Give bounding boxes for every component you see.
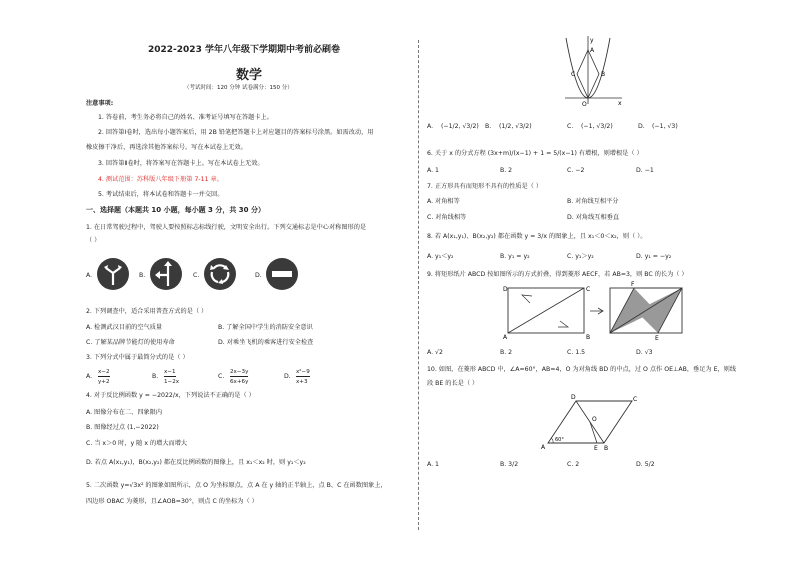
- q6-option-b: B. 2: [500, 167, 513, 174]
- exam-info: （考试时间：120 分钟 试卷满分：150 分）: [184, 85, 293, 91]
- fig-label-o: O: [582, 101, 587, 108]
- q2-option-d: D. 对乘坐飞机的乘客进行安全检查: [218, 339, 314, 346]
- question-10-line2: 段 BE 的长是（ ）: [427, 380, 479, 387]
- q4-option-a: A. 图像分布在二、四象限内: [86, 409, 163, 416]
- straight-or-left-sign-icon: [149, 257, 183, 291]
- question-4: 4. 对于反比例函数 y = −2022/x，下列说法不正确的是（ ）: [86, 392, 255, 399]
- q10-option-a: A. 1: [427, 461, 439, 468]
- q8-option-d: D. y₁ = −y₂: [636, 253, 672, 260]
- q3-option-d-numerator: x²−9: [296, 369, 310, 375]
- note-3: 3. 回答第Ⅱ卷时，将答案写在答题卡上。写在本试卷上无效。: [98, 160, 264, 167]
- q3-option-b-label: B.: [152, 373, 159, 380]
- question-1-blank: （ ）: [86, 237, 101, 244]
- q3-option-d-denominator: x+3: [296, 379, 308, 385]
- subject-title: 数学: [236, 68, 263, 83]
- folding-figure: [500, 283, 700, 341]
- fold-label-f: F: [631, 281, 635, 288]
- no-entry-sign-icon: [265, 257, 299, 291]
- q1-option-d-label: D.: [255, 272, 262, 279]
- question-5-line1: 5. 二次函数 y=√3x² 的图象如图所示，点 O 为坐标原点，点 A 在 y 轴的正半轴上，点 B、C 在函数图象上，: [86, 482, 387, 489]
- fig-label-y: y: [590, 37, 594, 44]
- fold-label-b: B: [586, 334, 591, 341]
- q10-option-c: C. 2: [567, 461, 580, 468]
- q6-option-d: D. −1: [636, 167, 654, 174]
- q3-option-a-numerator: x−2: [98, 369, 110, 375]
- fig-label-c: C: [571, 71, 576, 78]
- q6-option-c: C. −2: [567, 167, 585, 174]
- q5-option-d-label: D.: [638, 123, 645, 130]
- rhombus-label-c: C: [633, 396, 638, 403]
- question-1: 1. 在日常驾驶过程中，驾驶人要按照标志标线行驶，文明安全出行。下列交通标志是中心对称图形的是: [86, 224, 367, 231]
- q3-option-a-label: A.: [86, 373, 93, 380]
- rhombus-label-e: E: [594, 445, 598, 452]
- q3-option-b-denominator: 1−2x: [164, 379, 180, 385]
- q4-option-d: D. 若点 A(x₁,y₁)，B(x₂,y₂) 都在反比例函数的图像上，且 x₁＜x₂ 时，则 y₁＜y₂: [86, 459, 306, 466]
- roundabout-sign-icon: [203, 257, 237, 291]
- fold-label-a: A: [503, 334, 508, 341]
- q8-option-c: C. y₁＞y₂: [567, 253, 594, 260]
- question-3: 3. 下列分式中属于最简分式的是（ ）: [86, 354, 189, 361]
- question-9: 9. 将矩形纸片 ABCD 按如图所示的方式折叠，得到菱形 AECF，若 AB=3，则 BC 的长为（ ）: [427, 271, 688, 278]
- q2-option-b: B. 了解全国中学生的消防安全意识: [218, 324, 313, 331]
- q3-option-b-numerator: x−1: [164, 369, 176, 375]
- section-heading: 一、选择题（本题共 10 小题，每小题 3 分，共 30 分）: [86, 206, 265, 214]
- q8-option-a: A. y₁＜y₂: [427, 253, 454, 260]
- rhombus-label-a: A: [541, 444, 546, 451]
- q7-option-d: D. 对角线互相垂直: [567, 214, 620, 221]
- q5-option-c-label: C.: [567, 123, 574, 130]
- q10-option-d: D. 5/2: [636, 461, 655, 468]
- q9-option-c: C. 1.5: [567, 349, 586, 356]
- q5-option-b-value: (1/2, √3/2): [499, 123, 532, 130]
- fold-label-c: C: [586, 286, 591, 293]
- column-divider: [418, 40, 419, 530]
- question-10-line1: 10. 如图，在菱形 ABCD 中，∠A=60°，AB=4，O 为对角线 BD 的中点，过 O 点作 OE⊥AB，垂足为 E，则线: [427, 366, 737, 373]
- fig-label-a: A: [590, 47, 595, 54]
- rhombus-label-o: O: [592, 416, 597, 423]
- q3-option-c-denominator: 6x+6y: [230, 379, 249, 385]
- q5-option-a-label: A.: [427, 123, 434, 130]
- q6-option-a: A. 1: [427, 167, 439, 174]
- question-8: 8. 若 A(x₁,y₁)、B(x₂,y₂) 都在函数 y = 3/x 的图象上，且 x₁＜0＜x₂，则（ ）。: [427, 233, 647, 240]
- fig-label-b: B: [601, 71, 606, 78]
- q4-option-c: C. 当 x＞0 时，y 随 x 的增大而增大: [86, 440, 188, 447]
- q3-option-c-numerator: 2x−3y: [230, 369, 249, 375]
- note-2: 2. 回答第Ⅰ卷时，选出每小题答案后，用 2B 铅笔把答题卡上对应题目的答案标号涂黑。如需改动，用: [98, 129, 374, 136]
- rhombus-label-b: B: [604, 445, 609, 452]
- q7-option-a: A. 对角相等: [427, 198, 460, 205]
- q5-option-b-label: B.: [485, 123, 492, 130]
- rhombus-figure: [540, 393, 640, 451]
- parabola-figure: [560, 34, 624, 110]
- q1-option-c-label: C.: [193, 272, 200, 279]
- question-2: 2. 下列调查中，适合采用普查方式的是（ ）: [86, 308, 208, 315]
- q5-option-d-value: (−1, √3): [652, 123, 678, 130]
- q7-option-b: B. 对角线互相平分: [567, 198, 619, 205]
- question-5-line2: 四边形 OBAC 为菱形，且∠AOB=30°，则点 C 的坐标为（ ）: [86, 498, 258, 505]
- q4-option-b: B. 图像经过点 (1,−2022): [86, 424, 159, 431]
- turn-sign-icon: [96, 257, 130, 291]
- q2-option-c: C. 了解某品牌节能灯的使用寿命: [86, 339, 175, 346]
- q8-option-b: B. y₁ = y₂: [500, 253, 530, 260]
- q1-option-b-label: B.: [139, 272, 146, 279]
- fig-label-x: x: [618, 100, 622, 107]
- question-6: 6. 关于 x 的分式方程 (3x+m)/(x−1) + 1 = 5/(x−1) 有增根，则增根是（ ）: [427, 150, 643, 157]
- q2-option-a: A. 检测武汉目前的空气质量: [86, 324, 163, 331]
- rhombus-angle-label: 60°: [555, 437, 564, 443]
- q3-option-c-label: C.: [218, 373, 225, 380]
- q10-option-b: B. 3/2: [500, 461, 519, 468]
- q1-option-a-label: A.: [86, 272, 93, 279]
- q5-option-a-value: (−1/2, √3/2): [441, 123, 479, 130]
- fold-label-d: D: [503, 286, 508, 293]
- page-title: 2022-2023 学年八年级下学期期中考前必刷卷: [148, 45, 340, 55]
- note-2-cont: 橡皮擦干净后，再选涂其他答案标号。写在本试卷上无效。: [86, 144, 247, 151]
- notes-heading: 注意事项:: [86, 100, 114, 107]
- q9-option-d: D. √3: [636, 349, 653, 356]
- q3-option-a-denominator: y+2: [98, 379, 110, 385]
- q9-option-a: A. √2: [427, 349, 443, 356]
- q5-option-c-value: (−1, √3/2): [581, 123, 613, 130]
- q3-option-d-label: D.: [284, 373, 291, 380]
- rhombus-label-d: D: [571, 394, 576, 401]
- note-1: 1. 答卷前，考生务必将自己的姓名、准考证号填写在答题卡上。: [98, 114, 273, 121]
- q9-option-b: B. 2: [500, 349, 513, 356]
- q7-option-c: C. 对角线相等: [427, 214, 467, 221]
- fold-label-e: E: [655, 335, 659, 342]
- note-5: 5. 考试结束后，将本试卷和答题卡一并交回。: [98, 191, 224, 198]
- note-4: 4. 测试范围：苏科版八年级下册第 7-11 章。: [98, 176, 223, 183]
- question-7: 7. 正方形具有而矩形不具有的性质是（ ）: [427, 183, 543, 190]
